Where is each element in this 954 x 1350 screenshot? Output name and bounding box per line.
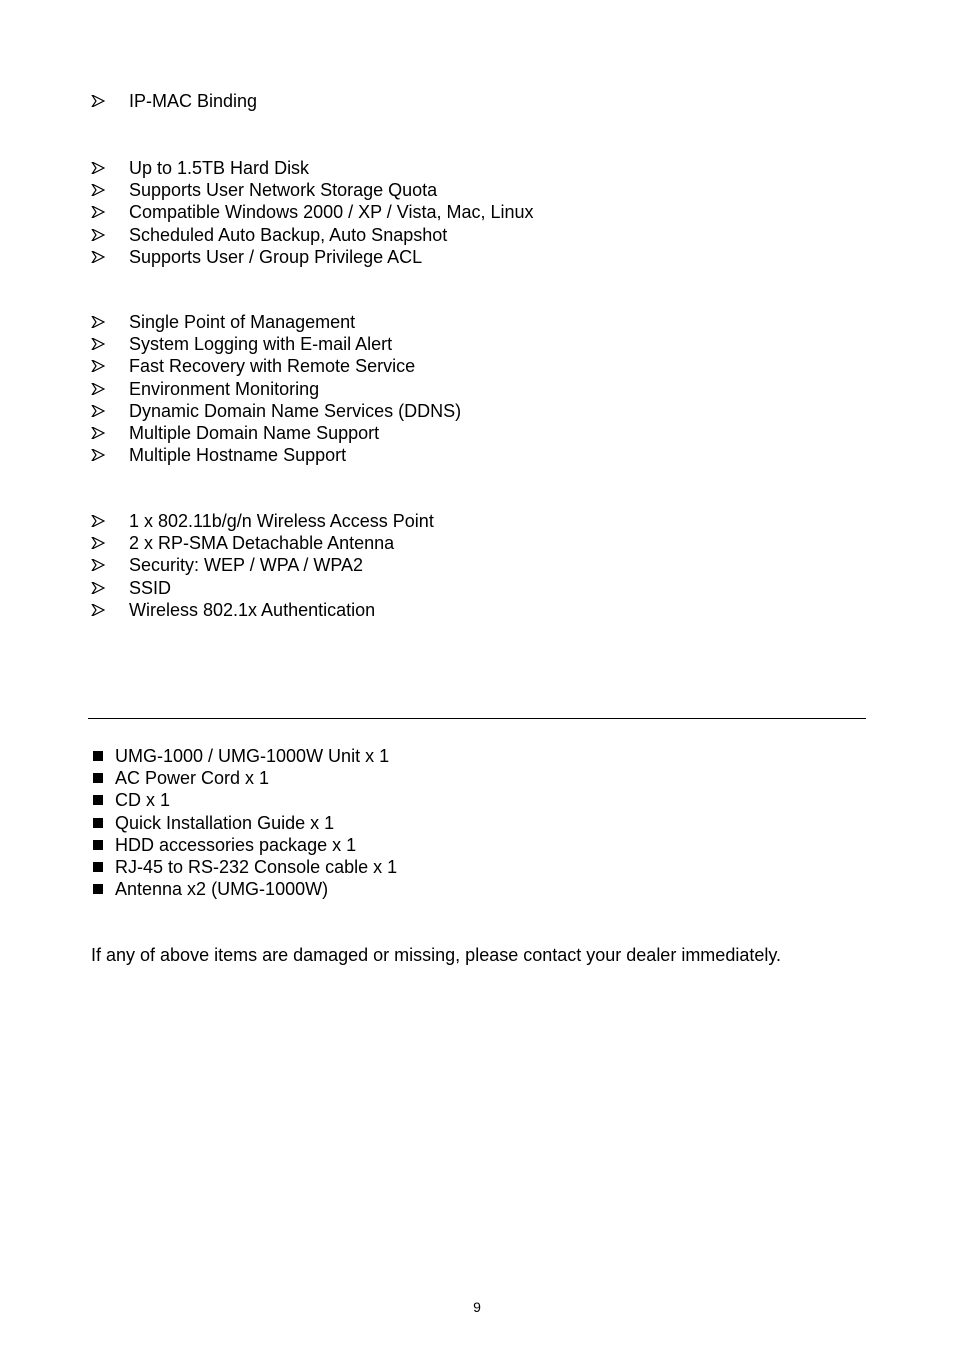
- square-bullet-icon: [93, 751, 103, 761]
- arrow-bullet-icon: [91, 444, 107, 466]
- arrow-bullet-icon: [91, 378, 107, 400]
- arrow-bullet-icon: [91, 355, 107, 377]
- arrow-bullet-icon: [91, 510, 107, 532]
- arrow-bullet-icon: [91, 333, 107, 355]
- square-bullet-icon: [93, 795, 103, 805]
- arrow-bullet-icon: [91, 157, 107, 179]
- arrow-bullet-icon: [91, 532, 107, 554]
- arrow-bullet-icon: [91, 599, 107, 621]
- square-bullet-icon: [93, 862, 103, 872]
- arrow-bullet-icon: [91, 554, 107, 576]
- section-divider: [88, 718, 866, 719]
- square-bullet-icon: [93, 840, 103, 850]
- page-number: 9: [473, 1299, 481, 1315]
- arrow-bullet-icon: [91, 224, 107, 246]
- arrow-bullet-icon: [91, 577, 107, 599]
- arrow-bullet-icon: [91, 201, 107, 223]
- damage-notice: If any of above items are damaged or missing, please contact your dealer immediately.: [91, 945, 782, 965]
- arrow-bullet-icon: [91, 179, 107, 201]
- square-bullet-icon: [93, 818, 103, 828]
- square-bullet-icon: [93, 884, 103, 894]
- arrow-bullet-icon: [91, 311, 107, 333]
- square-bullet-icon: [93, 773, 103, 783]
- arrow-bullet-icon: [91, 422, 107, 444]
- arrow-bullet-icon: [91, 246, 107, 268]
- arrow-bullet-icon: [91, 400, 107, 422]
- arrow-bullet-icon: [91, 90, 107, 112]
